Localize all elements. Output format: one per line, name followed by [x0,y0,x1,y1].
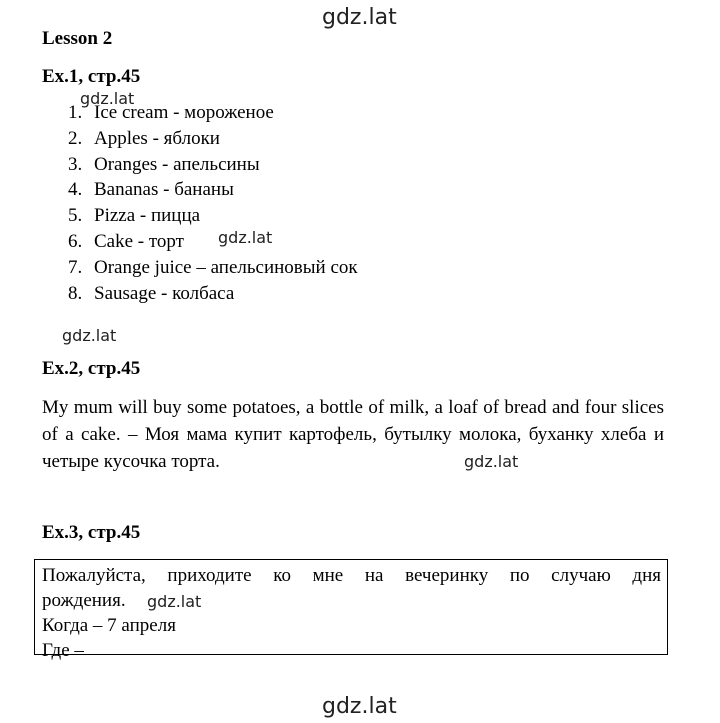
watermark-inline: gdz.lat [218,228,273,247]
item-number: 7. [68,256,83,278]
invitation-line: рождения. [42,590,126,611]
ex2-paragraph: My mum will buy some potatoes, a bottle of milk, a loaf of bread and four slices of a cake. – Моя мама купит картофель, бутылку молока, буханку хлеба и четыре кусочка торта. [42,397,664,472]
item-text: Pizza - пицца [94,205,201,227]
list-item [68,152,358,178]
item-text: Bananas - бананы [94,179,234,201]
list-item [68,177,358,203]
item-number: 2. [68,127,83,149]
item-text: Ice cream - мороженое [94,102,274,123]
ex1-heading: Ex.1, стр.45 [42,66,141,87]
watermark-inline: gdz.lat [62,326,117,345]
item-text: Oranges - апельсины [94,153,260,175]
list-item [68,229,358,255]
watermark-bottom: gdz.lat [322,694,397,719]
invitation-line: Пожалуйста, приходите ко мне на вечеринку по случаю дня [42,565,661,586]
watermark-top: gdz.lat [322,5,397,30]
list-item [68,255,358,281]
watermark-inline: gdz.lat [464,452,519,471]
list-item [68,203,358,229]
invitation-when: Когда – 7 апреля [42,615,176,636]
item-number: 1. [68,102,83,123]
invitation-box [34,559,668,661]
ex1-word-list [68,100,358,306]
item-text: Orange juice – апельсиновый сок [94,256,358,278]
item-number: 8. [68,282,83,304]
item-text: Cake - торт [94,230,184,252]
ex3-heading: Ex.3, стр.45 [42,522,141,543]
lesson-title: Lesson 2 [42,28,113,49]
item-number: 5. [68,205,83,227]
item-number: 4. [68,179,83,201]
list-item [68,126,358,152]
item-text: Sausage - колбаса [94,282,235,304]
invitation-where: Где – [42,640,84,661]
item-number: 6. [68,230,83,252]
item-number: 3. [68,153,83,175]
ex2-heading: Ex.2, стр.45 [42,358,141,379]
watermark-inline: gdz.lat [80,89,135,108]
list-item [68,281,358,307]
watermark-inline: gdz.lat [147,592,202,611]
item-text: Apples - яблоки [94,127,220,149]
